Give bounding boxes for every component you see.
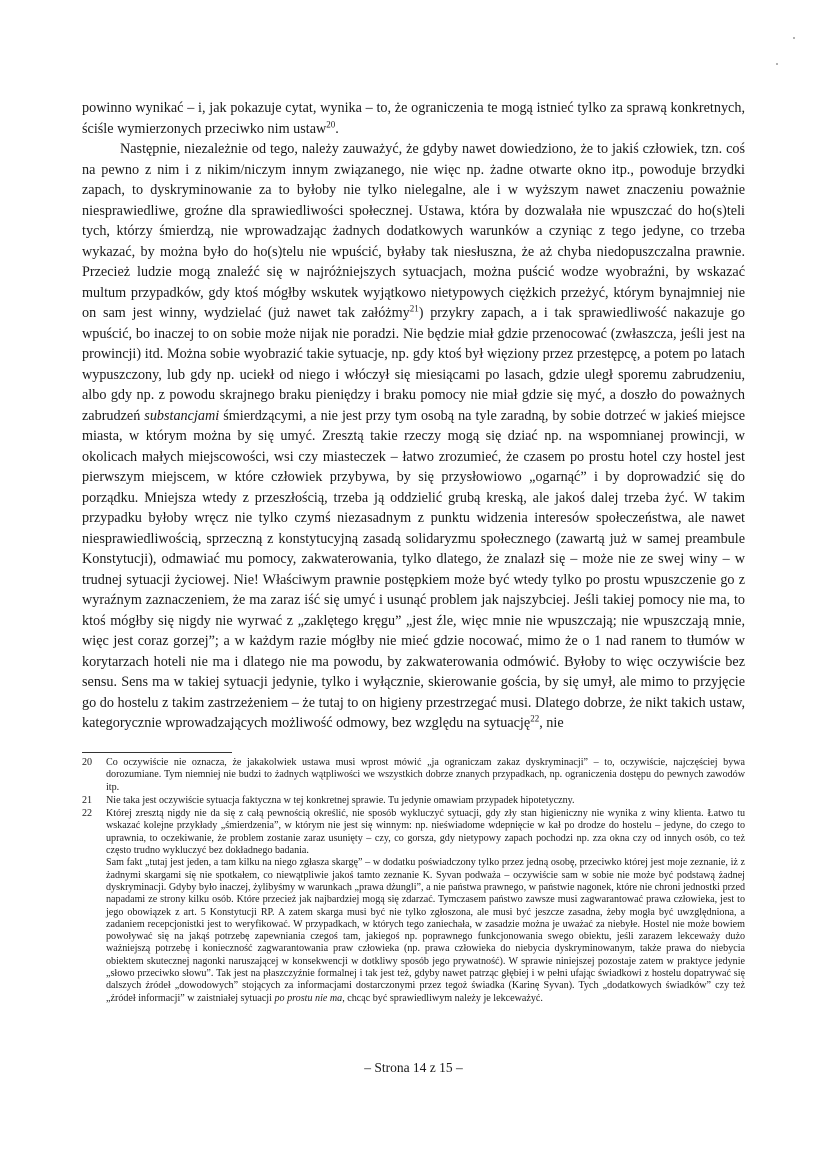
text-run: Następnie, niezależnie od tego, należy zauważyć, że gdyby nawet dowiedziono, że to jakiś człowiek, tzn. coś na pewno z nim i z nikim/niczym innym związanego, nie więc np. żadne otwarte okno itp., powoduje brzydki zapach, to dyskryminowanie za to byłoby nie tylko nielegalne, ale i w wyższym nawet znaczeniu poważnie niesprawiedliwe, groźne dla sprawiedliwości społecznej. Ustawa, która by dozwalała nie wpuszczać do ho(s)teli tych, którzy śmierdzą, nie wprowadzając żadnych dodatkowych warunków a czyniąc z tego jedyne, co trzeba wykazać, by można było do ho(s)telu nie wpuścić, byłaby tak niesłuszna, że aż chyba niedopuszczalna prawnie. Przecież ludzie mogą znaleźć się w najróżniejszych sytuacjach, można puścić wodze wyobraźni, by wskazać multum przypadków, gdy ktoś mógłby wskutek wyjątkowo nietypowych ciężkich przeżyć, którym bynajmniej nie on sam jest winny, wydzielać (już nawet tak załóżmy: [82, 141, 745, 321]
footnote-text: Której zresztą nigdy nie da się z całą pewnością określić, nie sposób wykluczyć sytuacji, gdy zły stan higieniczny nie wynika z winy klienta. Łatwo tu wskazać kolejne przykłady „śmierdzenia”, w którym nie jest się winnym: np. nieświadome wdepnięcie w kał po drodze do hostelu – jedyne, do czego to uprawnia, to oczekiwanie, że problem zostanie zaraz usunięty – czy, co gorsza, gdy nietypowy zapach pochodzi np. zza okna czy od innych osób, co też często trudno wykluczyć bez dokładnego badania.: [106, 808, 745, 857]
footnote-number: 22: [82, 808, 93, 820]
footnote-ref: 20: [326, 118, 336, 129]
text-run: powinno wynikać – i, jak pokazuje cytat, wynika – to, że ograniczenia te mogą istnieć tylko za sprawą konkretnych, ściśle wymierzonych przeciwko nim ustaw: [82, 100, 745, 137]
paragraph: [82, 98, 745, 139]
main-text: [82, 98, 745, 734]
emphasis-text: substancjami: [144, 407, 220, 424]
text-run: , chcąc być sprawiedliwym należy je lekceważyć.: [342, 992, 543, 1004]
footnote-text: Nie taka jest oczywiście sytuacja faktyczna w tej konkretnej sprawie. Tu jedynie omawiam przypadek hipotetyczny.: [106, 794, 575, 806]
footnote: [82, 795, 745, 807]
footnote-separator: [82, 752, 232, 753]
page-number: – Strona 14 z 15 –: [364, 1060, 463, 1075]
text-run: .: [335, 120, 339, 137]
paragraph: [82, 139, 745, 734]
text-run: Sam fakt „tutaj jest jeden, a tam kilku na niego zgłasza skargę” – w dodatku poświadczony tylko przez jedną osobę, przeciwko której jest moje zeznanie, iż z żadnymi skargami się nie spotkałem, co niewątpliwie jakoś tamto zeznanie K. Syvan podważa – oczywiście sam w sobie nie może być podstawą żadnej dyskryminacji. Gdyby było inaczej, żylibyśmy w warunkach „prawa dżungli”, a nie państwa prawnego, w państwie nagonek, które nie chroni jednostki przed napadami ze strony kilku osób. Które przecież jak najbardziej mogą się zdarzać. Tymczasem państwo zawsze musi zagwarantować prawa człowieka, jest to jego obowiązek z art. 5 Konstytucji RP. A zatem skarga musi być nie tylko zgłoszona, ale musi być jeszcze zasadna, żeby mogła być uwzględniona, a zadaniem recepcjonistki jest to weryfikować. W przypadkach, w których tego zaniechała, w zasadzie można je uważać za niebyłe. Hostel nie może bowiem powoływać się na jakąś potrzebę zapewniania czegoś tam, jakiegoś np. poprawnego funkcjonowania swego obiektu, jeśli zarazem lekceważy dużo ważniejszą potrzebę i konieczność zagwarantowania praw człowieka (np. prawa człowieka do niebycia dyskryminowanym, także prawa do niebycia obiektem skutecznej nagonki naruszającej w konsekwencji w dotkliwy sposób jego prywatność). W sprawie niniejszej pozostaje zatem w praktyce jedynie „słowo przeciwko słowu”. Tak jest na płaszczyźnie formalnej i tak jest też, gdyby nawet patrząc głębiej i w pełni ufając świadkowi z hostelu dopatrywać się dalszych źródeł „dowodowych” stojących za informacjami dostarczonymi przez tegoż świadka (Karinę Syvan). Tych „dodatkowych świadków” czy też „źródeł informacji” w zaistniałej sytuacji: [106, 857, 745, 1004]
text-run: śmierdzącymi, a nie jest przy tym osobą na tyle zaradną, by sobie dotrzeć w jakieś miejsce miasta, w którym można by się umyć. Zresztą takie rzeczy mogą się dziać np. na wspomnianej prowincji, w okolicach małych miejscowości, wsi czy miasteczek – łatwo zrozumieć, że czasem po prostu hotel czy hostel jest pierwszym miejscem, w które człowiek przybywa, by się przysłowiowo „ogarnąć” i by doprowadzić się do porządku. Mniejsza wtedy z przeszłością, trzeba ją oddzielić grubą kreską, ale jakoś dalej trzeba żyć. W takim przypadku byłoby wręcz nie tylko czymś niezasadnym z punktu widzenia interesów społeczeństwa, ale nawet niesprawiedliwością, sprzeczną z konstytucyjną zasadą solidaryzmu społecznego (zawartą już w samej preambule Konstytucji), odmawiać mu pomocy, zakwaterowania, tylko dlatego, że znalazł się – może nie ze swej winy – w trudnej sytuacji życiowej. Nie! Właściwym prawnie postępkiem może być wtedy tylko po prostu wpuszczenie go z wyraźnym zaznaczeniem, że ma zaraz iść się umyć i usunąć problem jak najszybciej. Jeśli takiej pomocy nie ma, to ktoś mógłby się nigdy nie wyrwać z „zaklętego kręgu” „jest źle, więc mnie nie wpuszczają; nie wpuszczają mnie, więc jest coraz gorzej”; a w każdym razie mógłby nie mieć gdzie nocować, mimo że o 1 nad ranem to tłumów w korytarzach hoteli nie ma i dlatego nie ma powodu, by zakwaterowania odmówić. Byłoby to więc oczywiście bez sensu. Sens ma w takiej sytuacji jedynie, tylko i wyłącznie, skierowanie gościa, by się umył, ale mimo to przyjęcie go do hostelu z takim zastrzeżeniem – że tutaj to on higieny przestrzegać musi. Dlatego dobrze, że nikt takich ustaw, kategorycznie wprowadzających możliwość odmowy, bez względu na sytuację: [82, 407, 745, 731]
footnote: [82, 808, 745, 1005]
footnote: [82, 757, 745, 794]
footnotes: [82, 757, 745, 1006]
scan-speck: [793, 37, 795, 39]
footnote-text: [106, 857, 745, 1005]
footnote-ref: 22: [530, 713, 540, 724]
footnote-text: Co oczywiście nie oznacza, że jakakolwiek ustawa musi wprost mówić „ja ograniczam zakaz dyskryminacji” – to, oczywiście, najczęściej bywa dorozumiane. Tym niemniej nie budzi to żadnych wątpliwości we wszystkich dobrze znanych przypadkach, np. ograniczenia dostępu do pewnych zawodów itp.: [106, 757, 745, 793]
footnote-number: 20: [82, 757, 93, 768]
emphasis-text: po prostu nie ma: [274, 992, 343, 1004]
footnote-number: 21: [82, 794, 93, 806]
text-run: , nie: [539, 715, 564, 731]
text-run: ) przykry zapach, a i tak sprawiedliwość nakazuje go wpuścić, bo inaczej to on sobie może nijak nie poradzi. Nie będzie miał gdzie przenocować (zwłaszcza, jeśli jest na prowincji) itd. Można sobie wyobrazić takie sytuacje, np. gdy ktoś był więziony przez przestępcę, a potem po latach wypuszczony, lub gdy np. uciekł od niego i włóczył się miesiącami po lasach, gdzie uległ sporemu zabrudzeniu, albo gdy np. z powodu skrajnego braku pieniędzy i braku pomocy nie miał gdzie się myć, a doszło do poważnych zabrudzeń: [82, 305, 745, 424]
footnote-ref: 21: [409, 303, 419, 314]
scan-speck: [776, 63, 778, 65]
